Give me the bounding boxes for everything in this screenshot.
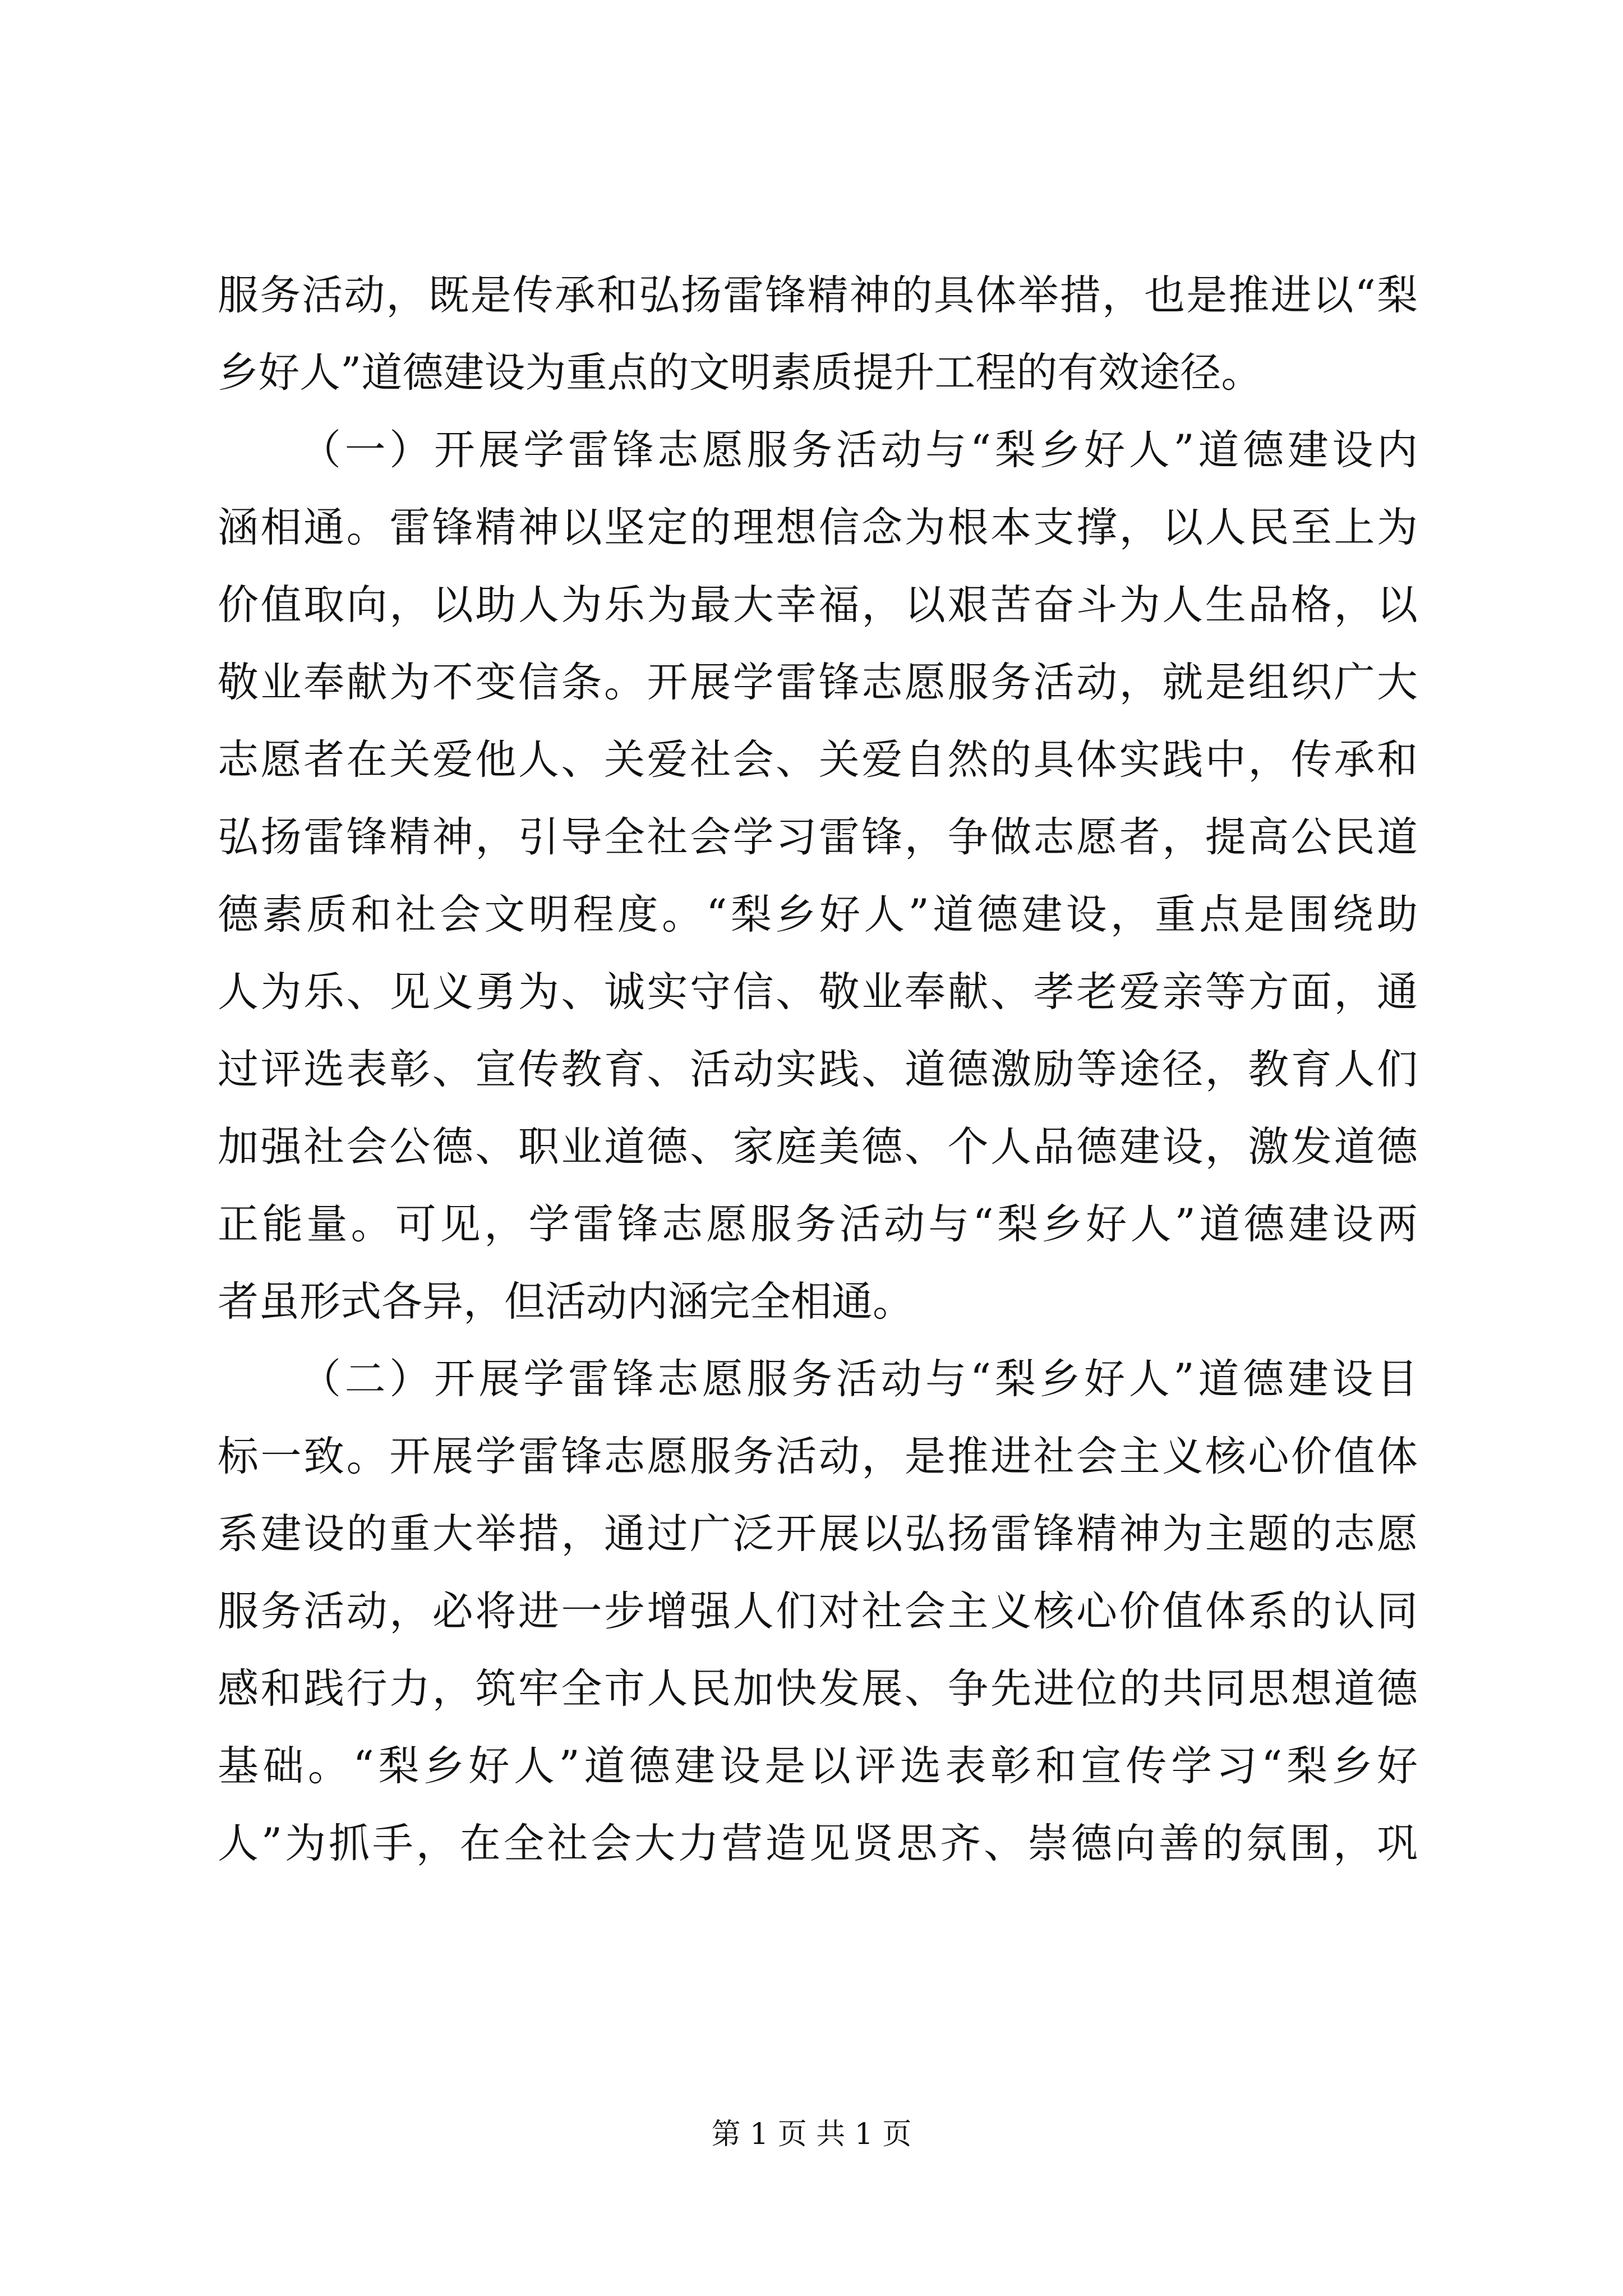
text-line: 敬业奉献为不变信条。开展学雷锋志愿服务活动，就是组织广大 [218,659,1418,706]
document-body [218,257,1418,1883]
text-line: 标一致。开展学雷锋志愿服务活动，是推进社会主义核心价值体 [218,1433,1418,1480]
text-line: （二）开展学雷锋志愿服务活动与“梨乡好人”道德建设目 [300,1355,1418,1403]
page-footer: 第 1 页 共 1 页 [711,2118,912,2151]
text-line: 基础。“梨乡好人”道德建设是以评选表彰和宣传学习“梨乡好 [218,1742,1418,1790]
text-line: 价值取向，以助人为乐为最大幸福，以艰苦奋斗为人生品格，以 [218,581,1418,629]
text-line: 人”为抓手，在全社会大力营造见贤思齐、崇德向善的氛围，巩 [218,1820,1418,1867]
text-line: 正能量。可见，学雷锋志愿服务活动与“梨乡好人”道德建设两 [218,1200,1418,1248]
text-line: 涵相通。雷锋精神以坚定的理想信念为根本支撑，以人民至上为 [218,504,1418,551]
text-line: 过评选表彰、宣传教育、活动实践、道德激励等途径，教育人们 [218,1046,1418,1093]
text-line: 者虽形式各异，但活动内涵完全相通。 [218,1278,914,1326]
text-line: 弘扬雷锋精神，引导全社会学习雷锋，争做志愿者，提高公民道 [218,813,1418,861]
text-line: 人为乐、见义勇为、诚实守信、敬业奉献、孝老爱亲等方面，通 [218,968,1418,1016]
text-line: 加强社会公德、职业道德、家庭美德、个人品德建设，激发道德 [218,1123,1418,1171]
text-line: 感和践行力，筑牢全市人民加快发展、争先进位的共同思想道德 [218,1665,1418,1713]
text-line: 乡好人”道德建设为重点的文明素质提升工程的有效途径。 [218,349,1262,397]
text-line: 系建设的重大举措，通过广泛开展以弘扬雷锋精神为主题的志愿 [218,1510,1418,1558]
text-line: 志愿者在关爱他人、关爱社会、关爱自然的具体实践中，传承和 [218,736,1418,784]
text-line: 服务活动，必将进一步增强人们对社会主义核心价值体系的认同 [218,1588,1418,1635]
text-line: （一）开展学雷锋志愿服务活动与“梨乡好人”道德建设内 [300,426,1418,474]
text-line: 服务活动，既是传承和弘扬雷锋精神的具体举措，也是推进以“梨 [218,272,1418,319]
text-line: 德素质和社会文明程度。“梨乡好人”道德建设，重点是围绕助 [218,891,1418,938]
